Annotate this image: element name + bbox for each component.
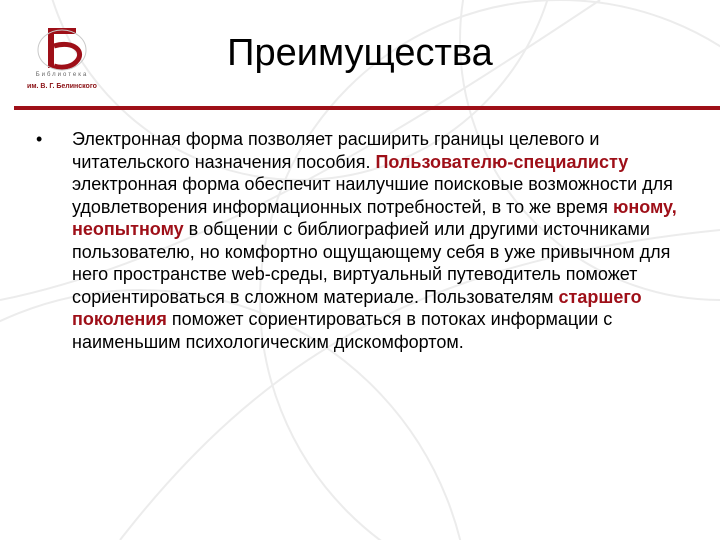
text-segment: Электронная форма позволяет расширить границы целевого и читательского назначения пособия.	[72, 129, 600, 172]
page-title: Преимущества	[227, 32, 493, 74]
text-segment: поможет сориентироваться в потоках информации с наименьшим психологическим дискомфортом.	[72, 309, 613, 352]
highlight-older: старшего поколения	[72, 286, 642, 329]
title-divider	[14, 106, 720, 110]
text-segment: в общении с библиографией или другими источниками пользователю, но комфортно ощущающему себя в уже привычном для него пространстве web-среды, виртуальный путеводитель поможет сориентироваться в сложном материале. Пользователям	[72, 219, 671, 307]
text-segment: электронная форма обеспечит наилучшие поисковые возможности для удовлетворения информационных потребностей, в то же время	[72, 174, 673, 217]
bullet-text	[72, 128, 704, 353]
logo-subcaption: им. В. Г. Белинского	[27, 83, 97, 90]
highlight-young: юному, неопытному	[72, 196, 677, 239]
logo-caption: Библиотека	[35, 72, 89, 78]
bullet-marker: •	[36, 129, 43, 149]
library-logo-mark	[30, 26, 94, 72]
highlight-specialist: Пользователю-специалисту	[375, 151, 629, 172]
library-logo	[18, 26, 106, 98]
